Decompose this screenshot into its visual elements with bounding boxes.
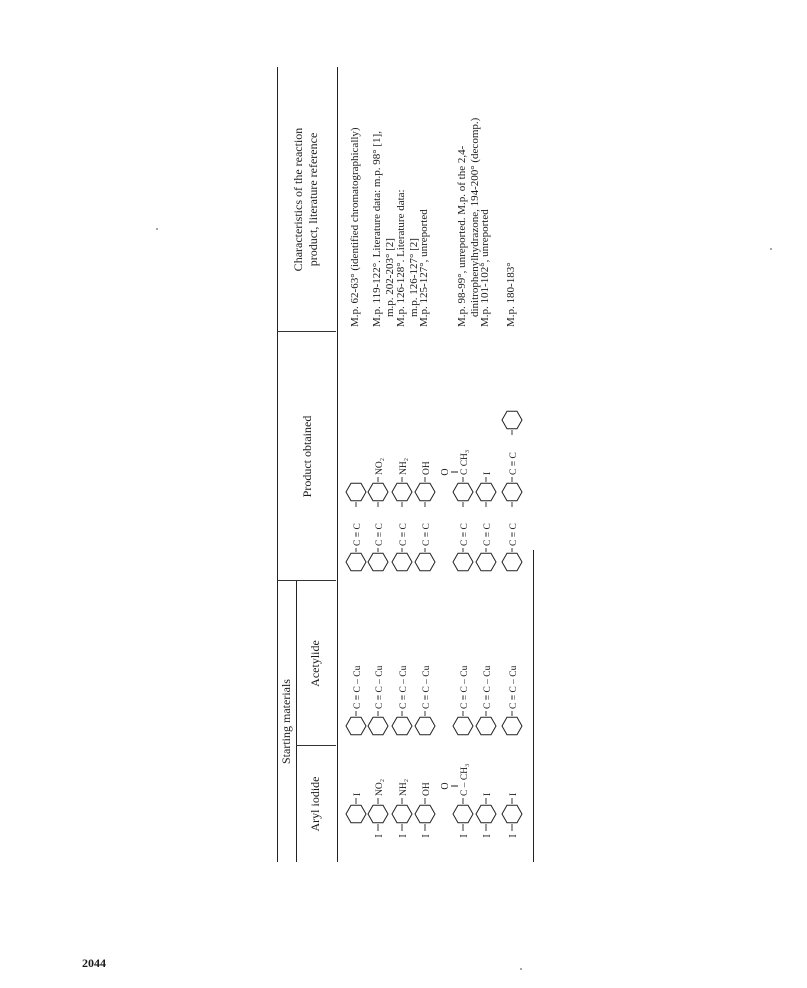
characteristics-line: M.p. 62-63° (identified chromatographically) bbox=[349, 127, 361, 327]
benzene-ring-icon bbox=[415, 483, 435, 500]
structure-label: C ≡ C – Cu bbox=[353, 665, 363, 709]
benzene-ring-icon bbox=[502, 717, 522, 734]
structure-label: C ≡ C bbox=[353, 523, 363, 546]
benzene-ring-icon bbox=[502, 483, 522, 500]
structure-label: ‖ bbox=[450, 470, 461, 474]
characteristics-line: m.p. 126-127° [2] bbox=[408, 238, 420, 317]
structure-label: I bbox=[353, 792, 363, 796]
characteristics-cell bbox=[349, 127, 362, 327]
characteristics-line: M.p. 125-127°, unreported bbox=[418, 209, 430, 327]
benzene-ring-icon bbox=[453, 553, 473, 570]
structure-label: OH bbox=[422, 782, 432, 796]
structure-label: NH₂ bbox=[399, 778, 409, 796]
structure-label: NO₂ bbox=[375, 778, 385, 796]
characteristics-cell bbox=[505, 262, 518, 327]
benzene-ring-icon bbox=[346, 717, 366, 734]
page-number: 2044 bbox=[82, 956, 106, 970]
rotated-table bbox=[275, 67, 537, 862]
benzene-ring-icon bbox=[476, 717, 496, 734]
characteristics-line: m.p. 202-203° [2] bbox=[384, 238, 396, 317]
benzene-ring-icon bbox=[476, 483, 496, 500]
benzene-ring-icon bbox=[368, 553, 388, 570]
structure-label: C ≡ C – Cu bbox=[422, 665, 432, 709]
scan-speck bbox=[770, 248, 772, 250]
benzene-ring-icon bbox=[392, 483, 412, 500]
characteristics-cell bbox=[479, 209, 492, 327]
benzene-ring-icon bbox=[346, 805, 366, 822]
benzene-ring-icon bbox=[392, 717, 412, 734]
benzene-ring-icon bbox=[415, 717, 435, 734]
characteristics-line: M.p. 98-99°, unreported. M.p. of the 2,4- bbox=[456, 145, 468, 327]
benzene-ring-icon bbox=[453, 717, 473, 734]
header-product: Product obtained bbox=[300, 415, 314, 498]
characteristics-line: M.p. 101-102°, unreported bbox=[479, 209, 491, 327]
header-acetylide: Acetylide bbox=[308, 640, 322, 687]
benzene-ring-icon bbox=[502, 411, 522, 428]
benzene-ring-icon bbox=[415, 553, 435, 570]
benzene-ring-icon bbox=[392, 553, 412, 570]
structure-label: C CH₃ bbox=[460, 449, 470, 475]
structure-label: O bbox=[440, 468, 451, 476]
benzene-ring-icon bbox=[346, 553, 366, 570]
characteristics-line: dinitrophenylhydrazone, 194-200° (decomp.) bbox=[469, 117, 481, 317]
header-starting-materials: Starting materials bbox=[279, 679, 293, 764]
structure-label: C ≡ C – Cu bbox=[375, 665, 385, 709]
benzene-ring-icon bbox=[453, 805, 473, 822]
structure-label: C ≡ C – Cu bbox=[483, 665, 493, 709]
characteristics-cell bbox=[371, 131, 397, 327]
structure-label: C – CH₃ bbox=[460, 763, 470, 796]
benzene-ring-icon bbox=[368, 483, 388, 500]
structure-label: I bbox=[483, 471, 493, 475]
benzene-ring-icon bbox=[368, 717, 388, 734]
structure-label: OH bbox=[422, 461, 432, 475]
benzene-ring-icon bbox=[346, 483, 366, 500]
benzene-ring-icon bbox=[392, 805, 412, 822]
structure-label: C ≡ C bbox=[483, 523, 493, 546]
structure-label: C ≡ C bbox=[375, 523, 385, 546]
scan-speck bbox=[520, 968, 522, 970]
structure-label: NO₂ bbox=[375, 457, 385, 475]
structure-label: NH₂ bbox=[399, 457, 409, 475]
structure-label: I bbox=[482, 834, 493, 838]
structure-drawings bbox=[275, 67, 537, 862]
characteristics-line: M.p. 126-128°. Literature data: bbox=[395, 189, 407, 327]
benzene-ring-icon bbox=[453, 483, 473, 500]
header-characteristics-line2: product, literature reference bbox=[306, 132, 320, 267]
characteristics-cell bbox=[418, 209, 431, 327]
header-aryl-iodide: Aryl iodide bbox=[308, 776, 322, 832]
benzene-ring-icon bbox=[502, 553, 522, 570]
benzene-ring-icon bbox=[368, 805, 388, 822]
structure-label: I bbox=[459, 834, 470, 838]
benzene-ring-icon bbox=[476, 805, 496, 822]
benzene-ring-icon bbox=[476, 553, 496, 570]
structure-label: I bbox=[508, 834, 519, 838]
benzene-ring-icon bbox=[415, 805, 435, 822]
structure-label: C ≡ C – Cu bbox=[399, 665, 409, 709]
structure-label: I bbox=[374, 834, 385, 838]
benzene-ring-icon bbox=[502, 805, 522, 822]
structure-label: C ≡ C bbox=[509, 523, 519, 546]
header-characteristics-line1: Characteristics of the reaction bbox=[291, 127, 305, 272]
structure-label: C ≡ C – Cu bbox=[460, 665, 470, 709]
structure-label: ‖ bbox=[450, 784, 461, 788]
structure-label: I bbox=[398, 834, 409, 838]
structure-label: I bbox=[421, 834, 432, 838]
structure-label: C ≡ C bbox=[422, 523, 432, 546]
characteristics-line: M.p. 119-122°. Literature data: m.p. 98° [1], bbox=[371, 131, 383, 327]
structure-label: C ≡ C bbox=[460, 523, 470, 546]
structure-label: C ≡ C bbox=[399, 523, 409, 546]
scan-speck bbox=[156, 228, 158, 230]
characteristics-line: M.p. 180-183° bbox=[505, 262, 517, 327]
structure-label: I bbox=[483, 792, 493, 796]
structure-label: O bbox=[440, 782, 451, 790]
structure-label: C ≡ C – Cu bbox=[509, 665, 519, 709]
structure-label: I bbox=[509, 792, 519, 796]
structure-label: C ≡ C bbox=[509, 452, 519, 475]
